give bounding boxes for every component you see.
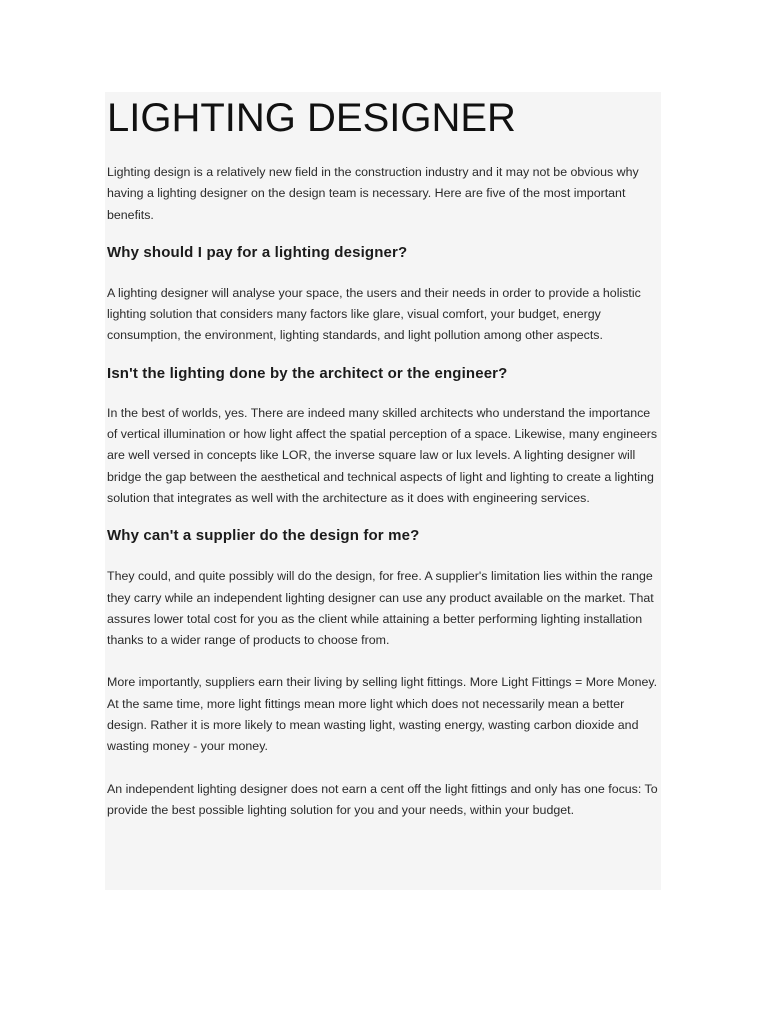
page-title: LIGHTING DESIGNER <box>107 96 516 140</box>
section-paragraph-supplier-1: They could, and quite possibly will do the design, for free. A supplier's limitation lies within the range they carry while an independent lighting designer can use any product available on the market. That assures lower total cost for you as the client while attaining a better performing lighting installation thanks to a wider range of products to choose from. <box>107 569 654 648</box>
section-heading-supplier: Why can't a supplier do the design for me? <box>107 527 420 545</box>
section-heading-pay: Why should I pay for a lighting designer? <box>107 243 408 261</box>
section-paragraph-architect: In the best of worlds, yes. There are indeed many skilled architects who understand the importance of vertical illumination or how light affect the spatial perception of a space. Likewise, many engineers are well versed in concepts like LOR, the inverse square law or lux levels. A lighting designer will bridge the gap between the aesthetical and technical aspects of light and lighting to create a lighting solution that integrates as well with the architecture as it does with engineering services. <box>107 405 658 505</box>
intro-paragraph: Lighting design is a relatively new field in the construction industry and it may not be obvious why having a lighting designer on the design team is necessary. Here are five of the most important benefits. <box>107 165 639 222</box>
document-content <box>107 92 659 821</box>
section-paragraph-supplier-3: An independent lighting designer does not earn a cent off the light fittings and only has one focus: To provide the best possible lighting solution for you and your needs, within your budget. <box>107 781 658 817</box>
section-heading-architect: Isn't the lighting done by the architect or the engineer? <box>107 364 508 382</box>
section-paragraph-supplier-2: More importantly, suppliers earn their living by selling light fittings. More Light Fittings = More Money. At the same time, more light fittings mean more light which does not necessarily mean a better design. Rather it is more likely to mean wasting light, wasting energy, wasting carbon dioxide and wasting money - your money. <box>107 675 658 754</box>
section-paragraph-pay: A lighting designer will analyse your space, the users and their needs in order to provide a holistic lighting solution that considers many factors like glare, visual comfort, your budget, energy consumption, the environment, lighting standards, and light pollution among other aspects. <box>107 285 641 343</box>
